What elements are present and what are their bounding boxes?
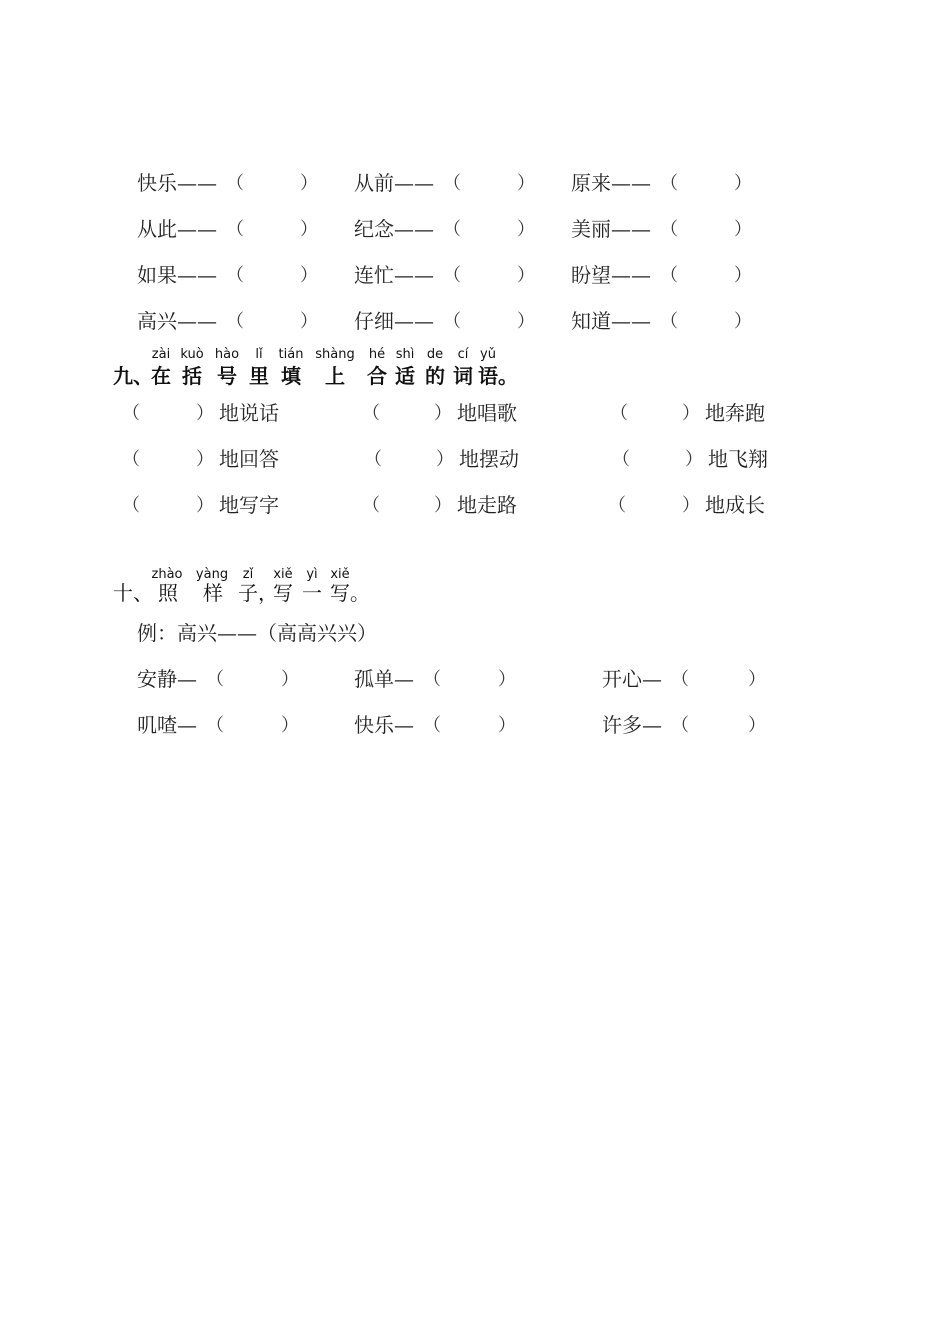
- close-paren: ）: [300, 173, 318, 194]
- close-paren: ）: [734, 311, 752, 332]
- close-paren: ）: [436, 449, 454, 470]
- open-paren: （: [671, 715, 689, 736]
- example-line: 例：高兴——（高高兴兴）: [137, 621, 377, 645]
- open-paren: （: [362, 403, 380, 424]
- pinyin: zhào: [151, 567, 183, 582]
- word-prompt: 地写字: [219, 493, 279, 517]
- pinyin: tián: [278, 347, 304, 362]
- close-paren: ）: [196, 403, 214, 424]
- close-paren: ）: [682, 403, 700, 424]
- heading-char: 适: [395, 364, 415, 388]
- close-paren: ）: [517, 219, 535, 240]
- open-paren: （: [608, 495, 626, 516]
- heading-char: 在: [151, 364, 171, 388]
- section-number: 十、: [113, 581, 153, 605]
- close-paren: ）: [748, 715, 766, 736]
- word-prompt: 地回答: [219, 447, 279, 471]
- open-paren: （: [423, 669, 441, 690]
- open-paren: （: [443, 265, 461, 286]
- heading-char: 里: [249, 364, 269, 388]
- pinyin: cí: [457, 347, 469, 362]
- close-paren: ）: [498, 669, 516, 690]
- open-paren: （: [443, 173, 461, 194]
- heading-char: 语: [478, 364, 498, 388]
- heading-char: 的: [425, 364, 445, 388]
- close-paren: ）: [734, 219, 752, 240]
- close-paren: ）: [281, 715, 299, 736]
- pinyin: lǐ: [255, 347, 263, 362]
- word-prompt: 原来——: [571, 171, 651, 195]
- close-paren: ）: [748, 669, 766, 690]
- heading-char: 照: [158, 581, 178, 605]
- pinyin: shì: [395, 347, 415, 362]
- word-prompt: 美丽——: [571, 217, 651, 241]
- word-prompt: 仔细——: [354, 309, 434, 333]
- heading-char: 填: [281, 364, 301, 388]
- heading-char: 样: [203, 581, 223, 605]
- open-paren: （: [660, 311, 678, 332]
- close-paren: ）: [196, 495, 214, 516]
- pinyin: hé: [368, 347, 386, 362]
- pinyin: yàng: [195, 567, 229, 582]
- heading-char: 子，: [238, 581, 278, 605]
- pinyin: xiě: [273, 567, 293, 582]
- close-paren: ）: [685, 449, 703, 470]
- word-prompt: 快乐—: [354, 713, 414, 737]
- heading-char: 括: [182, 364, 202, 388]
- close-paren: ）: [434, 403, 452, 424]
- word-prompt: 许多—: [602, 713, 662, 737]
- open-paren: （: [226, 219, 244, 240]
- pinyin: yì: [306, 567, 318, 582]
- open-paren: （: [660, 265, 678, 286]
- word-prompt: 地摆动: [459, 447, 519, 471]
- close-paren: ）: [196, 449, 214, 470]
- word-prompt: 盼望——: [571, 263, 651, 287]
- heading-char: 上: [325, 364, 345, 388]
- word-prompt: 地走路: [457, 493, 517, 517]
- open-paren: （: [206, 715, 224, 736]
- pinyin: hào: [214, 347, 240, 362]
- pinyin: shàng: [315, 347, 355, 362]
- pinyin: zài: [151, 347, 171, 362]
- word-prompt: 知道——: [571, 309, 651, 333]
- heading-char: 号: [217, 364, 237, 388]
- heading-char: 合: [367, 364, 387, 388]
- close-paren: ）: [682, 495, 700, 516]
- word-prompt: 地奔跑: [705, 401, 765, 425]
- open-paren: （: [443, 219, 461, 240]
- section-number: 九、: [113, 364, 153, 388]
- open-paren: （: [206, 669, 224, 690]
- word-prompt: 地成长: [705, 493, 765, 517]
- open-paren: （: [122, 449, 140, 470]
- open-paren: （: [660, 173, 678, 194]
- close-paren: ）: [300, 219, 318, 240]
- close-paren: ）: [517, 311, 535, 332]
- open-paren: （: [443, 311, 461, 332]
- heading-char: 词: [453, 364, 473, 388]
- open-paren: （: [122, 403, 140, 424]
- word-prompt: 叽喳—: [137, 713, 197, 737]
- open-paren: （: [660, 219, 678, 240]
- open-paren: （: [226, 311, 244, 332]
- heading-char: 写。: [330, 581, 370, 605]
- heading-char: 写: [273, 581, 293, 605]
- word-prompt: 纪念——: [354, 217, 434, 241]
- close-paren: ）: [734, 265, 752, 286]
- close-paren: ）: [517, 173, 535, 194]
- word-prompt: 地唱歌: [457, 401, 517, 425]
- pinyin: yǔ: [480, 347, 496, 362]
- word-prompt: 连忙——: [354, 263, 434, 287]
- word-prompt: 安静—: [137, 667, 197, 691]
- open-paren: （: [226, 173, 244, 194]
- pinyin: xiě: [330, 567, 350, 582]
- open-paren: （: [610, 403, 628, 424]
- close-paren: ）: [734, 173, 752, 194]
- close-paren: ）: [498, 715, 516, 736]
- word-prompt: 从前——: [354, 171, 434, 195]
- open-paren: （: [362, 495, 380, 516]
- open-paren: （: [226, 265, 244, 286]
- word-prompt: 从此——: [137, 217, 217, 241]
- word-prompt: 地说话: [219, 401, 279, 425]
- pinyin: kuò: [180, 347, 204, 362]
- open-paren: （: [364, 449, 382, 470]
- word-prompt: 快乐——: [137, 171, 217, 195]
- pinyin: zǐ: [242, 567, 254, 582]
- word-prompt: 高兴——: [137, 309, 217, 333]
- close-paren: ）: [300, 311, 318, 332]
- heading-end-punct: 。: [498, 364, 518, 388]
- word-prompt: 开心—: [602, 667, 662, 691]
- close-paren: ）: [517, 265, 535, 286]
- pinyin: de: [426, 347, 444, 362]
- close-paren: ）: [300, 265, 318, 286]
- word-prompt: 孤单—: [354, 667, 414, 691]
- word-prompt: 如果——: [137, 263, 217, 287]
- open-paren: （: [122, 495, 140, 516]
- close-paren: ）: [281, 669, 299, 690]
- open-paren: （: [423, 715, 441, 736]
- word-prompt: 地飞翔: [708, 447, 768, 471]
- close-paren: ）: [434, 495, 452, 516]
- open-paren: （: [671, 669, 689, 690]
- open-paren: （: [612, 449, 630, 470]
- heading-char: 一: [302, 581, 322, 605]
